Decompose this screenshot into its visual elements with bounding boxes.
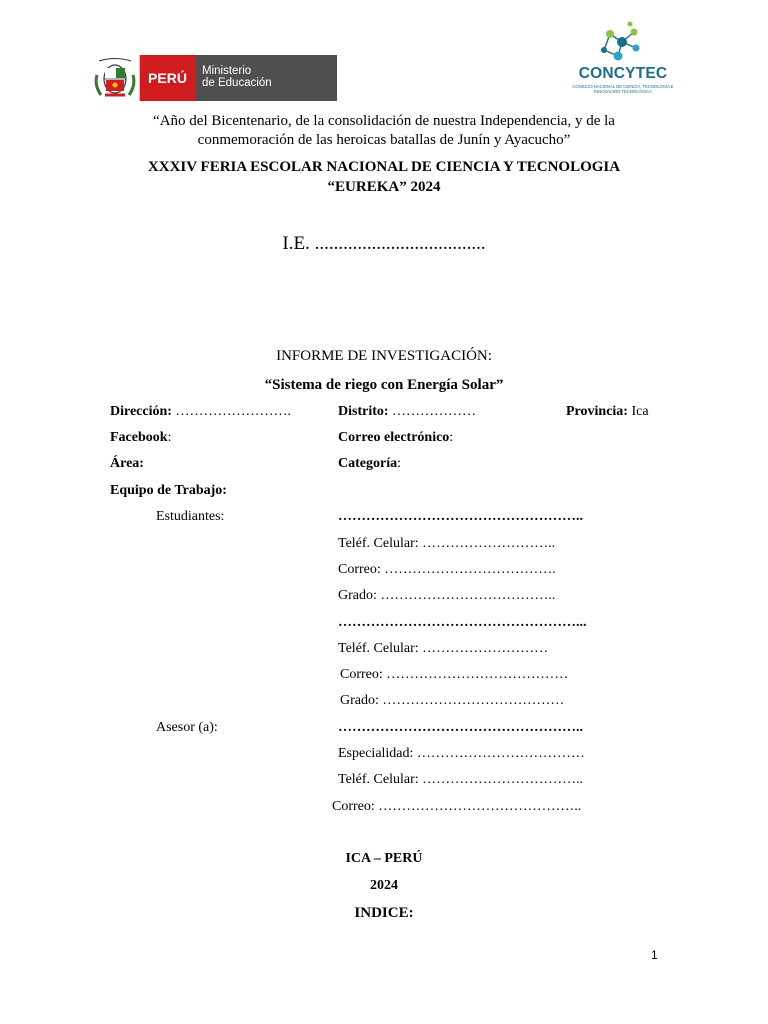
direccion-value: ……………………. (171, 404, 291, 419)
distrito-label: Distrito: (338, 404, 389, 419)
facebook-label: Facebook (110, 430, 168, 445)
distrito-field (338, 404, 476, 420)
student-2-grade: Grado: ………………………………… (340, 693, 565, 708)
email-colon: : (449, 430, 454, 445)
ministry-name (195, 55, 337, 101)
student-2-phone: Teléf. Celular: ……………………… (338, 641, 549, 656)
institution-name: I.E. .................................... (282, 233, 486, 254)
advisor-specialty: Especialidad: ……………………………… (338, 746, 585, 761)
team-label-text: Equipo de Trabajo: (110, 483, 227, 498)
student-1-grade: Grado: ……………………………….. (338, 588, 556, 603)
student-2-name: ……………………………………………... (338, 615, 587, 630)
fair-title-line-1: XXXIV FERIA ESCOLAR NACIONAL DE CIENCIA Y TECNOLOGIA (147, 159, 621, 175)
concytec-subtitle: CONSEJO NACIONAL DE CIENCIA, TECNOLOGÍA E INNOVACIÓN TECNOLÓGICA (572, 84, 674, 94)
molecule-icon (564, 18, 682, 66)
advisor-phone: Teléf. Celular: …………………………….. (338, 772, 584, 787)
index-heading: INDICE: (354, 905, 414, 921)
provincia-value: Ica (627, 404, 649, 419)
concytec-logo (564, 18, 682, 98)
ministry-line-2: de Educación (202, 77, 272, 89)
fair-title-line-2: “EUREKA” 2024 (327, 179, 441, 195)
advisor-name: …………………………………………….. (338, 720, 583, 735)
facebook-colon: : (167, 430, 172, 445)
advisor-email: Correo: …………………………………….. (332, 799, 582, 814)
concytec-name: CONCYTEC (578, 65, 668, 82)
area-field (110, 456, 144, 472)
minedu-logo (91, 55, 337, 101)
ministry-line-1: Ministerio (202, 65, 252, 77)
place-label: ICA – PERÚ (345, 851, 423, 866)
student-1-phone: Teléf. Celular: ……………………….. (338, 536, 556, 551)
student-2-email: Correo: ………………………………… (340, 667, 569, 682)
provincia-label: Provincia: (566, 404, 628, 419)
advisor-label: Asesor (a): (156, 720, 218, 735)
categoria-colon: : (397, 456, 401, 471)
peru-label: PERÚ (140, 55, 195, 101)
year-motto-line-2: conmemoración de las heroicas batallas de Junín y Ayacucho” (197, 132, 571, 148)
student-1-email: Correo: ………………………………. (338, 562, 556, 577)
direccion-label: Dirección: (110, 404, 172, 419)
email-label: Correo electrónico (338, 430, 450, 445)
categoria-label: Categoría (338, 456, 398, 471)
report-label: INFORME DE INVESTIGACIÓN: (276, 348, 492, 364)
area-label: Área: (110, 456, 144, 471)
distrito-value: ……………… (388, 404, 477, 419)
project-title: “Sistema de riego con Energía Solar” (264, 377, 504, 393)
page-number: 1 (651, 948, 658, 962)
year-label: 2024 (370, 878, 398, 893)
facebook-field (110, 430, 171, 446)
year-motto-line-1: “Año del Bicentenario, de la consolidación de nuestra Independencia, y de la (153, 113, 615, 129)
student-1-name: …………………………………………….. (338, 509, 583, 524)
categoria-field (338, 456, 401, 472)
direccion-field (110, 404, 291, 420)
team-label (110, 483, 227, 499)
provincia-field (566, 404, 649, 420)
peru-coat-of-arms-icon (91, 55, 140, 101)
students-label: Estudiantes: (156, 509, 225, 524)
email-field (338, 430, 453, 446)
